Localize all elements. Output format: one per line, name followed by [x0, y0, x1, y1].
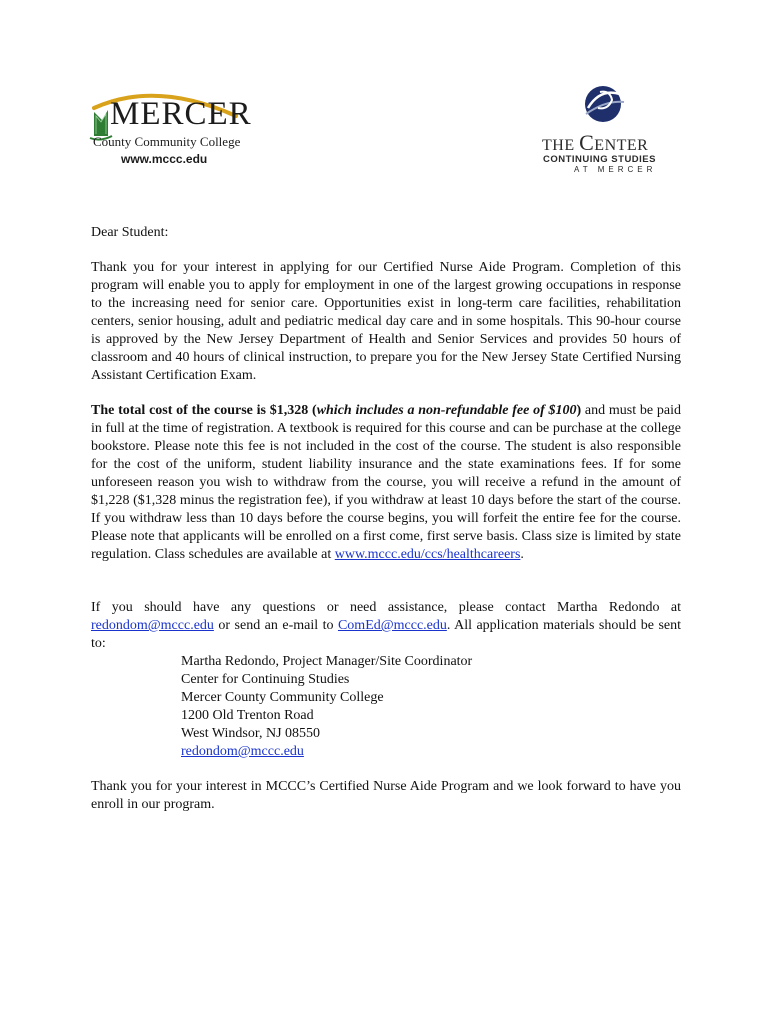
center-title-c: C	[579, 130, 595, 155]
letter-body	[91, 224, 681, 814]
cost-bold-close: )	[576, 403, 582, 418]
contact-text-b: or send an e-mail to	[213, 618, 338, 633]
healthcareers-link[interactable]: www.mccc.edu/ccs/healthcareers	[334, 547, 521, 562]
center-title	[542, 130, 648, 156]
redondom-email-link[interactable]: redondom@mccc.edu	[91, 618, 214, 633]
contact-text-c: . All application materials should be sent to:	[91, 618, 681, 651]
contact-text-a: If you should have any questions or need assistance, please contact Martha Redondo at	[91, 600, 681, 615]
mercer-logo	[86, 86, 252, 176]
intro-paragraph: Thank you for your interest in applying for our Certified Nurse Aide Program. Completion of this program will enable you to apply for employment in one of the largest growing occupations in response to the increasing need for senior care. Opportunities exist in long-term care facilities, rehabilitation centers, senior housing, adult and pediatric medical day care and in some hospitals. This 90-hour course is approved by the New Jersey Department of Health and Senior Services and provides 50 hours of classroom and 40 hours of clinical instruction, to prepare you for the New Jersey State Certified Nursing Assistant Certification Exam.	[91, 260, 681, 383]
cost-bold-italic: which includes a non-refundable fee of $100	[316, 403, 577, 418]
address-line-4: 1200 Old Trenton Road	[181, 708, 314, 723]
address-line-3: Mercer County Community College	[181, 690, 384, 705]
closing-paragraph: Thank you for your interest in MCCC’s Certified Nurse Aide Program and we look forward to have you enroll in our program.	[91, 779, 681, 812]
cost-paragraph	[91, 402, 681, 564]
center-subtitle: CONTINUING STUDIES	[543, 154, 656, 165]
salutation: Dear Student:	[91, 225, 169, 240]
center-title-rest: ENTER	[594, 137, 649, 154]
mailing-address	[181, 653, 681, 761]
center-swirl-icon	[580, 82, 626, 126]
address-line-5: West Windsor, NJ 08550	[181, 726, 321, 741]
mercer-subtitle: County Community College	[93, 134, 241, 149]
cost-bold-text: The total cost of the course is $1,328 (	[91, 403, 317, 418]
address-email-link[interactable]: redondom@mccc.edu	[181, 744, 304, 759]
address-line-2: Center for Continuing Studies	[181, 672, 350, 687]
address-line-1: Martha Redondo, Project Manager/Site Coordinator	[181, 654, 473, 669]
contact-paragraph	[91, 599, 681, 653]
comed-email-link[interactable]: ComEd@mccc.edu	[337, 618, 447, 633]
center-logo	[536, 82, 676, 178]
center-title-the: THE	[542, 137, 580, 154]
cost-details: and must be paid in full at the time of registration. A textbook is required for this course and can be purchase at the college bookstore. Please note this fee is not included in the cost of the course. The student is also responsible for the cost of the uniform, student liability insurance and the state examinations fees. If for some unforeseen reason you wish to withdraw from the course, you will receive a refund in the amount of $1,228 ($1,328 minus the registration fee), if you withdraw at least 10 days before the start of the course. If you withdraw less than 10 days before the course begins, you will forfeit the entire fee for the course. Please note that applicants will be enrolled on a first come, first serve basis. Class size is limited by state regulation. Class schedules are available at	[91, 403, 681, 562]
mercer-wordmark: MERCER	[110, 96, 252, 132]
address-email	[181, 743, 681, 761]
cost-end: .	[520, 547, 524, 562]
center-subtitle-2: AT MERCER	[574, 165, 657, 174]
mercer-url: www.mccc.edu	[121, 152, 208, 166]
cost-bold	[91, 403, 581, 418]
